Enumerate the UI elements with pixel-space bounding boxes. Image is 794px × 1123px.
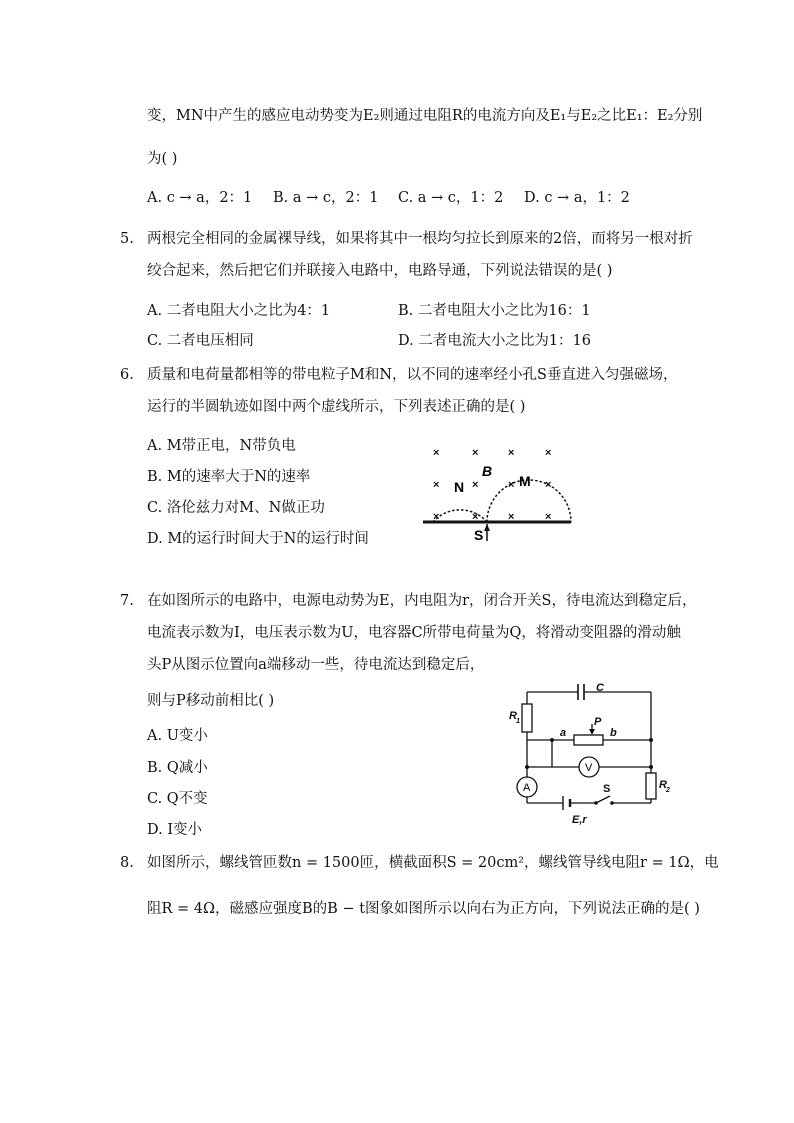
- q6-option-a: A. M带正电，N带负电: [147, 438, 296, 454]
- field-cross: ×: [472, 479, 479, 491]
- voltmeter-label: V: [585, 762, 593, 774]
- label-n: N: [454, 479, 465, 495]
- q6-line1: 质量和电荷量都相等的带电粒子M和N，以不同的速率经小孔S垂直进入匀强磁场，: [147, 367, 678, 383]
- q7-option-c: C. Q不变: [147, 791, 208, 807]
- q6-option-c: C. 洛伦兹力对M、N做正功: [147, 500, 325, 516]
- q4-option-c: C. a → c，1：2: [398, 190, 504, 206]
- trajectory-n: [433, 510, 487, 522]
- label-r2-sub: 2: [666, 787, 670, 794]
- slider-arrowhead: [589, 729, 595, 735]
- q6-option-b: B. M的速率大于N的速率: [147, 469, 311, 485]
- field-cross: ×: [472, 447, 479, 459]
- label-b: B: [482, 463, 493, 479]
- field-cross: ×: [508, 511, 515, 523]
- q4-option-a: A. c → a，2：1: [147, 190, 253, 206]
- label-emf: E,r: [572, 814, 587, 826]
- q5-option-a: A. 二者电阻大小之比为4：1: [147, 303, 331, 319]
- q7-line3: 头P从图示位置向a端移动一些，待电流达到稳定后，: [147, 657, 485, 673]
- q4-line1: 变，MN中产生的感应电动势变为E₂则通过电阻R的电流方向及E₁与E₂之比E₁：E₂分别: [147, 108, 703, 124]
- q7-line1: 在如图所示的电路中，电源电动势为E，内电阻为r，闭合开关S，待电流达到稳定后，: [147, 593, 697, 609]
- field-cross: ×: [433, 479, 440, 491]
- circuit-diagram: [500, 678, 675, 833]
- q5-number: 5.: [120, 231, 134, 247]
- field-cross: ×: [545, 447, 552, 459]
- label-switch: S: [603, 783, 611, 795]
- q6-option-d: D. M的运行时间大于N的运行时间: [147, 531, 369, 547]
- field-cross: ×: [472, 511, 479, 523]
- q7-number: 7.: [120, 593, 134, 609]
- q7-option-d: D. I变小: [147, 822, 203, 838]
- label-m: M: [519, 473, 531, 489]
- q8-line1: 如图所示，螺线管匝数n = 1500匝，横截面积S = 20cm²，螺线管导线电阻r = 1Ω，电: [147, 855, 719, 871]
- field-cross: ×: [433, 447, 440, 459]
- q5-line2: 绞合起来，然后把它们并联接入电路中，电路导通，下列说法错误的是( ): [147, 263, 613, 279]
- field-cross: ×: [545, 511, 552, 523]
- magnetic-field-figure: [415, 440, 580, 545]
- field-cross: ×: [508, 479, 515, 491]
- q7-option-a: A. U变小: [147, 728, 208, 744]
- label-r1: R: [509, 710, 517, 722]
- rheostat: [574, 735, 603, 745]
- field-cross: ×: [545, 479, 552, 491]
- field-cross: ×: [508, 447, 515, 459]
- q8-line2: 阻R = 4Ω，磁感应强度B的B − t图象如图所示以向右为正方向，下列说法正确的是( ): [147, 901, 700, 917]
- q6-line2: 运行的半圆轨迹如图中两个虚线所示，下列表述正确的是( ): [147, 399, 526, 415]
- q8-number: 8.: [120, 855, 134, 871]
- q7-line2: 电流表示数为I，电压表示数为U，电容器C所带电荷量为Q，将滑动变阻器的滑动触: [147, 625, 681, 641]
- label-capacitor: C: [596, 682, 604, 694]
- label-r2: R: [659, 779, 667, 791]
- q5-option-b: B. 二者电阻大小之比为16：1: [398, 303, 591, 319]
- q5-option-c: C. 二者电压相同: [147, 333, 254, 349]
- q5-option-d: D. 二者电流大小之比为1：16: [398, 333, 592, 349]
- label-a: a: [560, 727, 567, 739]
- q6-number: 6.: [120, 367, 134, 383]
- entry-arrowhead: [484, 524, 490, 531]
- label-r1-sub: 1: [516, 718, 520, 725]
- q4-line2: 为( ): [147, 151, 178, 167]
- q4-option-b: B. a → c，2：1: [273, 190, 379, 206]
- label-b: b: [610, 727, 617, 739]
- ammeter-label: A: [523, 782, 531, 794]
- label-p: P: [594, 716, 602, 728]
- q4-option-d: D. c → a，1：2: [524, 190, 630, 206]
- q5-line1: 两根完全相同的金属裸导线，如果将其中一根均匀拉长到原来的2倍，而将另一根对折: [147, 231, 693, 247]
- q7-option-b: B. Q减小: [147, 760, 208, 776]
- q7-line4: 则与P移动前相比( ): [147, 693, 275, 709]
- field-cross: ×: [433, 511, 440, 523]
- label-s: S: [474, 527, 484, 543]
